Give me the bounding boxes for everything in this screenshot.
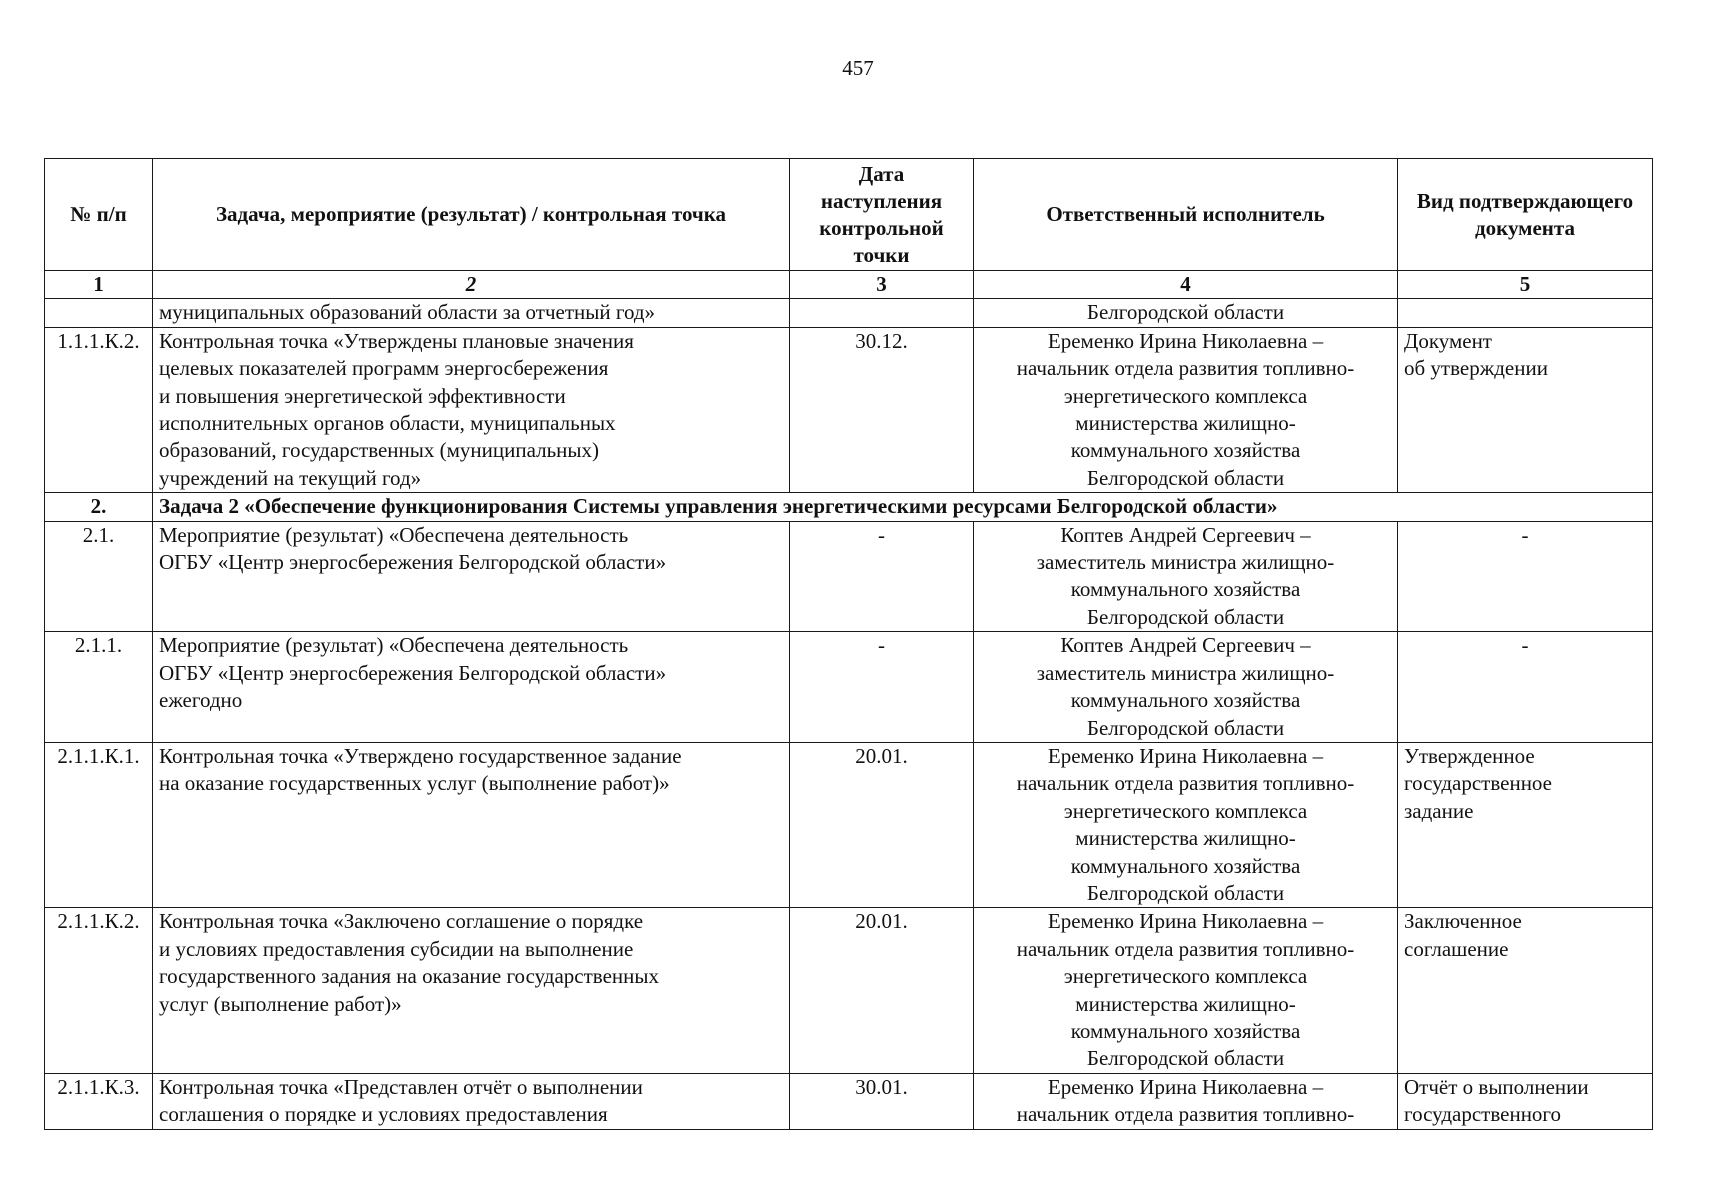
task-cell-line: образований, государственных (муниципальных) (159, 438, 600, 463)
date-cell: 30.12. (790, 327, 974, 492)
table-row (45, 327, 1653, 492)
responsible-cell-line: министерства жилищно- (1075, 411, 1296, 436)
responsible-cell-line: Коптев Андрей Сергеевич – (1060, 633, 1311, 658)
task-cell-line: муниципальных образований области за отчетный год» (159, 300, 656, 325)
task-cell (153, 908, 790, 1073)
page-number: 457 (842, 56, 874, 80)
document-cell-line: Утвержденное (1404, 743, 1535, 768)
header-responsible: Ответственный исполнитель (974, 159, 1398, 271)
responsible-cell-line: заместитель министра жилищно- (1036, 550, 1335, 575)
date-cell: - (790, 632, 974, 743)
task-cell-line: и условиях предоставления субсидии на выполнение (159, 936, 634, 961)
header-num: № п/п (45, 159, 153, 271)
responsible-cell-line: энергетического комплекса (1063, 964, 1308, 989)
document-cell-line: - (1521, 522, 1529, 547)
task-cell (153, 327, 790, 492)
responsible-cell-line: коммунального хозяйства (1070, 1018, 1301, 1043)
date-cell: - (790, 521, 974, 632)
date-cell: 30.01. (790, 1073, 974, 1129)
row-number: 2.1. (45, 521, 153, 632)
date-cell: 20.01. (790, 908, 974, 1073)
document-cell-line: задание (1404, 798, 1474, 823)
responsible-cell-line: начальник отдела развития топливно- (1016, 1102, 1355, 1127)
document-cell (1398, 908, 1653, 1073)
row-number: 2. (45, 493, 153, 521)
task-cell (153, 742, 790, 907)
column-number: 3 (790, 271, 974, 299)
table-row (45, 742, 1653, 907)
task-cell-line: Контрольная точка «Утверждены плановые значения (159, 328, 634, 353)
date-cell (790, 299, 974, 327)
responsible-cell-line: министерства жилищно- (1075, 826, 1296, 851)
responsible-cell (974, 327, 1398, 492)
table-row (45, 908, 1653, 1073)
row-number: 1.1.1.К.2. (45, 327, 153, 492)
responsible-cell-line: Белгородской области (1086, 465, 1285, 490)
row-number (45, 299, 153, 327)
document-cell (1398, 632, 1653, 743)
document-cell-line: соглашение (1404, 936, 1509, 961)
document-cell-line: об утверждении (1404, 356, 1548, 381)
document-cell (1398, 742, 1653, 907)
row-number: 2.1.1.К.1. (45, 742, 153, 907)
responsible-cell (974, 299, 1398, 327)
table-row (45, 632, 1653, 743)
table-body (45, 299, 1653, 1129)
responsible-cell-line: Белгородской области (1086, 715, 1285, 740)
table-row (45, 299, 1653, 327)
table-row (45, 521, 1653, 632)
header-date: Дата наступления контрольной точки (790, 159, 974, 271)
task-cell-line: Контрольная точка «Заключено соглашение о порядке (159, 909, 644, 934)
table-row (45, 1073, 1653, 1129)
responsible-cell-line: Еременко Ирина Николаевна – (1047, 328, 1324, 353)
responsible-cell-line: энергетического комплекса (1063, 383, 1308, 408)
responsible-cell-line: энергетического комплекса (1063, 798, 1308, 823)
task-cell (153, 521, 790, 632)
column-number: 1 (45, 271, 153, 299)
document-cell (1398, 521, 1653, 632)
task-cell-line: целевых показателей программ энергосбережения (159, 356, 609, 381)
responsible-cell-line: коммунального хозяйства (1070, 853, 1301, 878)
task-cell-line: учреждений на текущий год» (159, 465, 422, 490)
row-number: 2.1.1.К.2. (45, 908, 153, 1073)
header-task: Задача, мероприятие (результат) / контрольная точка (153, 159, 790, 271)
responsible-cell-line: начальник отдела развития топливно- (1016, 936, 1355, 961)
column-number: 4 (974, 271, 1398, 299)
column-number: 2 (153, 271, 790, 299)
responsible-cell-line: Еременко Ирина Николаевна – (1047, 743, 1324, 768)
task-cell-line: Контрольная точка «Утверждено государственное задание (159, 743, 682, 768)
responsible-cell-line: коммунального хозяйства (1070, 688, 1301, 713)
row-number: 2.1.1. (45, 632, 153, 743)
header-document: Вид подтверждающего документа (1398, 159, 1653, 271)
task-cell-line: Мероприятие (результат) «Обеспечена деятельность (159, 522, 629, 547)
document-cell (1398, 1073, 1653, 1129)
responsible-cell-line: Белгородской области (1086, 300, 1285, 325)
responsible-cell-line: Белгородской области (1086, 880, 1285, 905)
task-cell-line: и повышения энергетической эффективности (159, 383, 566, 408)
task-cell-line: соглашения о порядке и условиях предоставления (159, 1102, 608, 1127)
responsible-cell (974, 1073, 1398, 1129)
document-cell-line: - (1521, 633, 1529, 658)
responsible-cell-line: Белгородской области (1086, 1046, 1285, 1071)
document-cell (1398, 299, 1653, 327)
document-cell-line: государственного (1404, 1102, 1562, 1127)
responsible-cell (974, 521, 1398, 632)
responsible-cell-line: начальник отдела развития топливно- (1016, 356, 1355, 381)
responsible-cell-line: министерства жилищно- (1075, 991, 1296, 1016)
task-cell-line: услуг (выполнение работ)» (159, 991, 402, 1016)
responsible-cell-line: коммунального хозяйства (1070, 438, 1301, 463)
task-cell-line: Контрольная точка «Представлен отчёт о выполнении (159, 1074, 643, 1099)
responsible-cell (974, 908, 1398, 1073)
header-row (45, 159, 1653, 271)
responsible-cell (974, 632, 1398, 743)
responsible-cell-line: Еременко Ирина Николаевна – (1047, 1074, 1324, 1099)
task-cell-line: государственного задания на оказание государственных (159, 964, 659, 989)
document-cell (1398, 327, 1653, 492)
document-cell-line: государственное (1404, 771, 1553, 796)
task-cell-line: на оказание государственных услуг (выполнение работ)» (159, 771, 670, 796)
table-row (45, 493, 1653, 521)
task-cell (153, 632, 790, 743)
task-title: Задача 2 «Обеспечение функционирования Системы управления энергетическими ресурсами Белгородской области» (153, 493, 1653, 521)
responsible-cell-line: коммунального хозяйства (1070, 577, 1301, 602)
control-points-table (44, 158, 1653, 1130)
task-cell (153, 299, 790, 327)
document-cell-line: Заключенное (1404, 909, 1522, 934)
document-cell-line: Документ (1404, 328, 1492, 353)
task-cell-line: ОГБУ «Центр энергосбережения Белгородской области» (159, 550, 667, 575)
task-cell (153, 1073, 790, 1129)
responsible-cell-line: Белгородской области (1086, 604, 1285, 629)
responsible-cell-line: заместитель министра жилищно- (1036, 660, 1335, 685)
responsible-cell-line: Еременко Ирина Николаевна – (1047, 909, 1324, 934)
task-cell-line: ежегодно (159, 688, 243, 713)
task-cell-line: ОГБУ «Центр энергосбережения Белгородской области» (159, 660, 667, 685)
task-cell-line: Мероприятие (результат) «Обеспечена деятельность (159, 633, 629, 658)
responsible-cell-line: Коптев Андрей Сергеевич – (1060, 522, 1311, 547)
column-number-row (45, 271, 1653, 299)
responsible-cell-line: начальник отдела развития топливно- (1016, 771, 1355, 796)
column-number: 5 (1398, 271, 1653, 299)
responsible-cell (974, 742, 1398, 907)
date-cell: 20.01. (790, 742, 974, 907)
task-cell-line: исполнительных органов области, муниципальных (159, 411, 616, 436)
row-number: 2.1.1.К.3. (45, 1073, 153, 1129)
document-cell-line: Отчёт о выполнении (1404, 1074, 1589, 1099)
